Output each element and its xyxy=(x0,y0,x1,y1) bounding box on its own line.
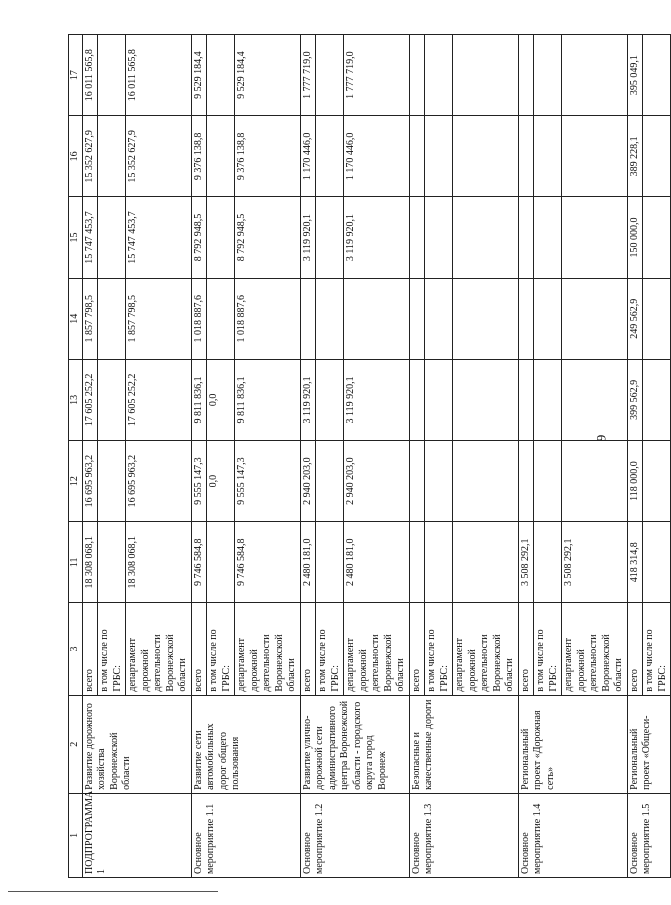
value-cell: 1 018 887,6 xyxy=(191,278,207,359)
value-cell: 389 228,1 xyxy=(627,116,643,197)
column-header: 15 xyxy=(69,197,83,278)
name-cell: Развитие улично-дорожной сети административного центра Воронежской области - городского округа город Воронеж xyxy=(300,695,409,793)
value-cell xyxy=(316,522,344,603)
value-cell xyxy=(518,278,534,359)
value-cell: 2 940 203,0 xyxy=(344,441,410,522)
value-cell xyxy=(207,35,235,116)
value-cell xyxy=(316,35,344,116)
value-cell xyxy=(409,35,425,116)
source-cell: департамент дорожной деятельности Воронежской области xyxy=(453,603,519,695)
value-cell xyxy=(409,359,425,440)
value-cell: 1 170 446,0 xyxy=(300,116,316,197)
name-cell: Региональный проект «Общеси- xyxy=(627,695,671,793)
table-row xyxy=(191,35,207,878)
header-row xyxy=(69,35,83,878)
value-cell: 0,0 xyxy=(207,359,235,440)
table-row xyxy=(518,35,534,878)
value-cell xyxy=(534,441,562,522)
value-cell: 15 747 453,7 xyxy=(82,197,98,278)
value-cell xyxy=(98,35,126,116)
value-cell: 150 000,0 xyxy=(627,197,643,278)
table-row xyxy=(409,35,425,878)
value-cell xyxy=(562,278,628,359)
name-cell: Развитие дорожного хозяйства Воронежской области xyxy=(82,695,191,793)
value-cell: 15 747 453,7 xyxy=(126,197,192,278)
value-cell: 3 119 920,1 xyxy=(344,197,410,278)
value-cell xyxy=(518,197,534,278)
value-cell: 118 000,0 xyxy=(627,441,643,522)
value-cell xyxy=(425,359,453,440)
value-cell xyxy=(453,197,519,278)
value-cell xyxy=(207,278,235,359)
source-cell: всего xyxy=(191,603,207,695)
value-cell: 1 857 798,5 xyxy=(82,278,98,359)
value-cell xyxy=(98,197,126,278)
value-cell: 16 695 963,2 xyxy=(126,441,192,522)
name-cell: Развитие сети автомобильных дорог общего пользования xyxy=(191,695,300,793)
value-cell: 18 308 068,1 xyxy=(82,522,98,603)
value-cell xyxy=(643,359,671,440)
value-cell: 9 555 147,3 xyxy=(235,441,301,522)
value-cell xyxy=(98,116,126,197)
value-cell: 8 792 948,5 xyxy=(235,197,301,278)
name-cell: Безопасные и качественные дороги xyxy=(409,695,518,793)
value-cell xyxy=(98,522,126,603)
value-cell xyxy=(534,35,562,116)
value-cell xyxy=(453,278,519,359)
value-cell: 1 170 446,0 xyxy=(344,116,410,197)
source-cell: в том числе по ГРБС: xyxy=(207,603,235,695)
value-cell: 9 529 184,4 xyxy=(235,35,301,116)
source-cell: всего xyxy=(409,603,425,695)
value-cell xyxy=(643,441,671,522)
program-cell: Основное мероприятие 1.5 xyxy=(627,793,671,877)
value-cell: 2 480 181,0 xyxy=(300,522,316,603)
value-cell: 1 018 887,6 xyxy=(235,278,301,359)
value-cell xyxy=(409,278,425,359)
value-cell: 3 119 920,1 xyxy=(344,359,410,440)
value-cell xyxy=(98,278,126,359)
value-cell xyxy=(425,116,453,197)
value-cell: 2 940 203,0 xyxy=(300,441,316,522)
value-cell xyxy=(409,441,425,522)
value-cell xyxy=(534,116,562,197)
value-cell xyxy=(562,359,628,440)
value-cell: 1 777 719,0 xyxy=(300,35,316,116)
value-cell: 9 376 138,8 xyxy=(191,116,207,197)
source-cell: департамент дорожной деятельности Воронежской области xyxy=(235,603,301,695)
value-cell xyxy=(425,278,453,359)
value-cell xyxy=(534,197,562,278)
value-cell xyxy=(98,359,126,440)
value-cell xyxy=(453,35,519,116)
column-header: 12 xyxy=(69,441,83,522)
value-cell xyxy=(562,441,628,522)
value-cell xyxy=(453,522,519,603)
column-header: 14 xyxy=(69,278,83,359)
value-cell xyxy=(207,197,235,278)
program-cell: Основное мероприятие 1.2 xyxy=(300,793,409,877)
value-cell xyxy=(643,116,671,197)
value-cell xyxy=(453,116,519,197)
source-cell: всего xyxy=(82,603,98,695)
value-cell: 395 049,1 xyxy=(627,35,643,116)
value-cell: 16 011 565,8 xyxy=(126,35,192,116)
value-cell: 9 811 836,1 xyxy=(235,359,301,440)
source-cell: департамент дорожной деятельности Воронежской области xyxy=(562,603,628,695)
value-cell: 16 011 565,8 xyxy=(82,35,98,116)
source-cell: в том числе по ГРБС: xyxy=(534,603,562,695)
value-cell: 18 308 068,1 xyxy=(126,522,192,603)
program-cell: Основное мероприятие 1.1 xyxy=(191,793,300,877)
value-cell: 8 792 948,5 xyxy=(191,197,207,278)
value-cell xyxy=(643,35,671,116)
value-cell xyxy=(425,35,453,116)
value-cell xyxy=(425,441,453,522)
column-header: 17 xyxy=(69,35,83,116)
value-cell xyxy=(425,197,453,278)
column-header: 1 xyxy=(69,793,83,877)
value-cell xyxy=(534,522,562,603)
value-cell xyxy=(562,197,628,278)
rotated-table-container xyxy=(68,34,668,878)
value-cell xyxy=(425,522,453,603)
column-header: 3 xyxy=(69,603,83,695)
value-cell: 17 605 252,2 xyxy=(126,359,192,440)
value-cell xyxy=(300,278,316,359)
value-cell: 15 352 627,9 xyxy=(126,116,192,197)
source-cell: в том числе по ГРБС: xyxy=(316,603,344,695)
column-header: 16 xyxy=(69,116,83,197)
value-cell: 418 314,8 xyxy=(627,522,643,603)
value-cell: 17 605 252,2 xyxy=(82,359,98,440)
value-cell: 1 857 798,5 xyxy=(126,278,192,359)
rotated-table-frame xyxy=(68,34,668,878)
value-cell xyxy=(316,278,344,359)
value-cell xyxy=(344,278,410,359)
value-cell: 16 695 963,2 xyxy=(82,441,98,522)
value-cell xyxy=(534,278,562,359)
value-cell xyxy=(316,441,344,522)
value-cell xyxy=(316,197,344,278)
value-cell xyxy=(518,441,534,522)
value-cell xyxy=(518,35,534,116)
source-cell: всего xyxy=(300,603,316,695)
value-cell: 1 777 719,0 xyxy=(344,35,410,116)
value-cell xyxy=(534,359,562,440)
value-cell xyxy=(316,116,344,197)
value-cell: 3 508 292,1 xyxy=(518,522,534,603)
source-cell: департамент дорожной деятельности Воронежской области xyxy=(344,603,410,695)
table-row xyxy=(82,35,98,878)
value-cell xyxy=(207,116,235,197)
value-cell xyxy=(643,278,671,359)
value-cell xyxy=(409,116,425,197)
value-cell: 9 376 138,8 xyxy=(235,116,301,197)
value-cell: 9 811 836,1 xyxy=(191,359,207,440)
value-cell: 15 352 627,9 xyxy=(82,116,98,197)
value-cell xyxy=(643,522,671,603)
value-cell xyxy=(207,522,235,603)
value-cell: 249 562,9 xyxy=(627,278,643,359)
value-cell xyxy=(518,116,534,197)
program-cell: ПОДПРОГРАММА 1 xyxy=(82,793,191,877)
value-cell xyxy=(453,359,519,440)
value-cell xyxy=(518,359,534,440)
value-cell xyxy=(98,441,126,522)
value-cell: 3 508 292,1 xyxy=(562,522,628,603)
column-header: 13 xyxy=(69,359,83,440)
value-cell xyxy=(562,35,628,116)
value-cell: 9 555 147,3 xyxy=(191,441,207,522)
program-cell: Основное мероприятие 1.3 xyxy=(409,793,518,877)
value-cell xyxy=(409,522,425,603)
value-cell xyxy=(453,441,519,522)
value-cell xyxy=(409,197,425,278)
source-cell: в том числе по ГРБС: xyxy=(643,603,671,695)
table-row xyxy=(300,35,316,878)
value-cell: 9 746 584,8 xyxy=(235,522,301,603)
source-cell: в том числе по ГРБС: xyxy=(98,603,126,695)
column-header: 2 xyxy=(69,695,83,793)
value-cell: 9 746 584,8 xyxy=(191,522,207,603)
value-cell xyxy=(643,197,671,278)
value-cell: 2 480 181,0 xyxy=(344,522,410,603)
value-cell: 9 529 184,4 xyxy=(191,35,207,116)
footer-rule xyxy=(8,891,218,892)
source-cell: всего xyxy=(518,603,534,695)
name-cell: Региональный проект «Дорожная сеть» xyxy=(518,695,627,793)
value-cell xyxy=(316,359,344,440)
source-cell: департамент дорожной деятельности Воронежской области xyxy=(126,603,192,695)
table-body xyxy=(82,35,671,878)
value-cell: 0,0 xyxy=(207,441,235,522)
value-cell: 3 119 920,1 xyxy=(300,359,316,440)
source-cell: в том числе по ГРБС: xyxy=(425,603,453,695)
source-cell: всего xyxy=(627,603,643,695)
column-header: 11 xyxy=(69,522,83,603)
value-cell xyxy=(562,116,628,197)
value-cell: 399 562,9 xyxy=(627,359,643,440)
program-cell: Основное мероприятие 1.4 xyxy=(518,793,627,877)
table-row xyxy=(627,35,643,878)
value-cell: 3 119 920,1 xyxy=(300,197,316,278)
page-number: 9 xyxy=(593,434,609,442)
budget-table xyxy=(68,34,671,878)
